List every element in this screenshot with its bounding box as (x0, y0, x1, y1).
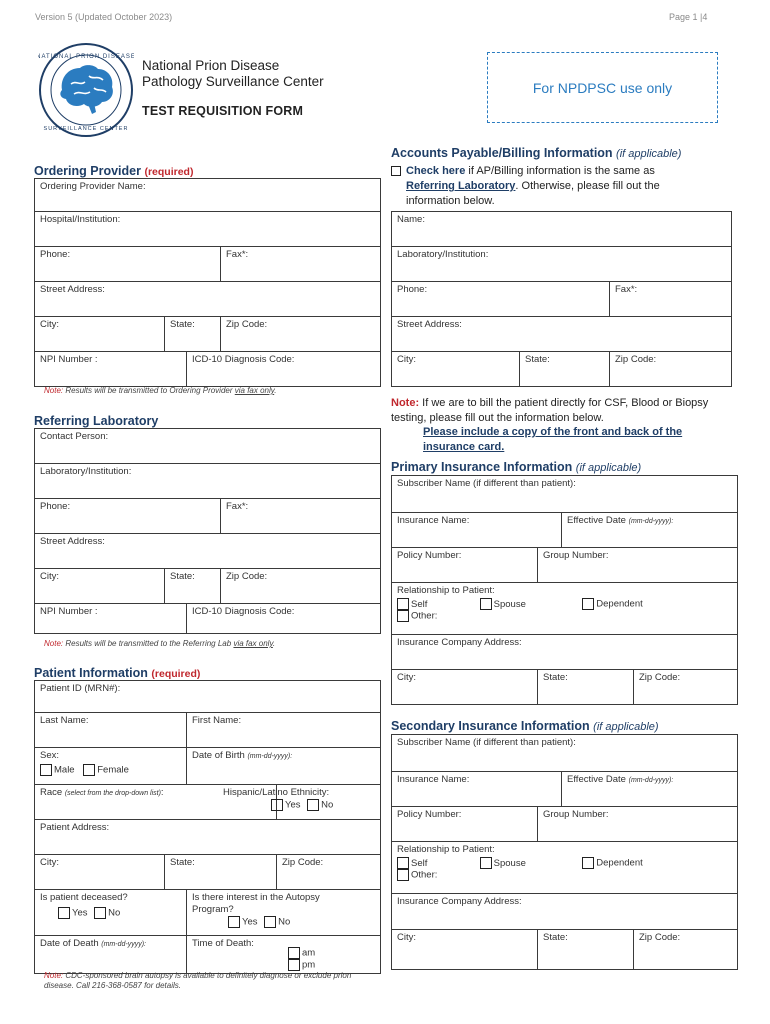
patient-dob-field[interactable] (187, 748, 381, 785)
eff-format: (mm-dd-yyyy): (628, 777, 674, 784)
ordering-provider-heading (34, 164, 193, 178)
autopsy-yes-label: Yes (242, 916, 258, 928)
primary-dependent-checkbox[interactable] (582, 598, 594, 610)
female-checkbox[interactable] (83, 764, 95, 776)
hispanic-no-label: No (321, 799, 334, 811)
autopsy-yes-checkbox[interactable] (228, 916, 240, 928)
other-label: Other: (411, 869, 438, 881)
patient-city-field[interactable]: City: (35, 855, 165, 890)
required-tag: (required) (151, 668, 201, 680)
autopsy-no-checkbox[interactable] (264, 916, 276, 928)
autopsy-label: Is there interest in the Autopsy Program? (192, 892, 320, 915)
am-label: am (302, 947, 316, 959)
dob-label: Date of Birth (192, 750, 245, 761)
section-title: Ordering Provider (34, 164, 141, 178)
deceased-yes-label: Yes (72, 907, 88, 919)
eff-label: Effective Date (567, 774, 626, 785)
lab-state-field[interactable]: State: (165, 569, 221, 604)
npdpsc-logo (38, 42, 134, 138)
lab-phone-field[interactable]: Phone: (35, 499, 221, 534)
note-prefix: Note: (44, 386, 64, 395)
race-label: Race (40, 787, 63, 798)
note-text: CDC-sponsored brain autopsy is available to definitely diagnose or exclude prion disease. Call 216-368-0587 for details. (44, 971, 352, 990)
note-link: via fax only (234, 386, 275, 395)
section-title: Accounts Payable/Billing Information (391, 146, 613, 160)
patient-first-name-field[interactable]: First Name: (187, 713, 381, 748)
check-bold: Check here (406, 165, 466, 177)
svg-text:SURVEILLANCE CENTER: SURVEILLANCE CENTER (43, 126, 129, 132)
primary-group-field[interactable]: Group Number: (538, 548, 738, 583)
referring-lab-heading: Referring Laboratory (34, 414, 159, 428)
billing-same-checkbox[interactable] (391, 166, 401, 176)
spouse-label: Spouse (493, 598, 526, 610)
self-label: Self (411, 598, 428, 610)
provider-city-field[interactable]: City: (35, 317, 165, 352)
eff-format: (mm-dd-yyyy): (628, 518, 674, 525)
ordering-provider-table (34, 178, 381, 387)
spouse-label: Spouse (493, 857, 526, 869)
autopsy-no-label: No (278, 916, 291, 928)
check-end: . Otherwise, please fill out the information below. (406, 180, 660, 207)
lab-zip-field[interactable]: Zip Code: (221, 569, 381, 604)
svg-text:NATIONAL PRION DISEASE: NATIONAL PRION DISEASE (38, 54, 134, 60)
dependent-label: Dependent (596, 857, 643, 869)
patient-zip-field[interactable]: Zip Code: (277, 855, 381, 890)
billing-state-field[interactable]: State: (520, 352, 610, 387)
lab-street-field[interactable]: Street Address: (35, 534, 381, 569)
provider-zip-field[interactable]: Zip Code: (221, 317, 381, 352)
patient-heading (34, 666, 200, 680)
provider-note (44, 386, 276, 395)
provider-state-field[interactable]: State: (165, 317, 221, 352)
primary-spouse-checkbox[interactable] (480, 598, 492, 610)
note-link: via fax only (233, 639, 273, 648)
secondary-other-checkbox[interactable] (397, 869, 409, 881)
note-text: If we are to bill the patient directly for CSF, Blood or Biopsy testing, please fill out the information below. (391, 397, 709, 424)
note-text: Results will be transmitted to Ordering Provider (63, 386, 235, 395)
eff-label: Effective Date (567, 515, 626, 526)
deceased-no-label: No (108, 907, 121, 919)
primary-city-field[interactable]: City: (392, 670, 538, 705)
check-link: Referring Laboratory (406, 180, 516, 192)
secondary-insurance-heading (391, 719, 659, 733)
other-label: Other: (411, 610, 438, 622)
secondary-state-field[interactable]: State: (538, 930, 634, 970)
deceased-yes-checkbox[interactable] (58, 907, 70, 919)
note-bold: Please include a copy of the front and back of the insurance card. (423, 426, 683, 453)
self-label: Self (411, 857, 428, 869)
secondary-eff-date-field[interactable] (562, 772, 738, 807)
deceased-label: Is patient deceased? (40, 892, 128, 903)
section-title: Secondary Insurance Information (391, 719, 590, 733)
lab-contact-field[interactable]: Contact Person: (35, 429, 381, 464)
relationship-label: Relationship to Patient: (397, 585, 495, 596)
pm-checkbox[interactable] (288, 959, 300, 971)
primary-subscriber-field[interactable]: Subscriber Name (if different than patient): (392, 476, 738, 513)
hispanic-label: Hispanic/Latino Ethnicity: (223, 787, 330, 798)
section-title: Patient Information (34, 666, 148, 680)
version-label: Version 5 (Updated October 2023) (35, 12, 173, 22)
secondary-dependent-checkbox[interactable] (582, 857, 594, 869)
office-use-label: For NPDPSC use only (532, 79, 673, 96)
lab-note (44, 639, 275, 648)
optional-tag: (if applicable) (593, 721, 659, 733)
female-label: Female (97, 764, 129, 776)
billing-name-field[interactable]: Name: (392, 212, 732, 247)
lab-institution-field[interactable]: Laboratory/Institution: (35, 464, 381, 499)
office-use-box (487, 52, 718, 123)
billing-city-field[interactable]: City: (392, 352, 520, 387)
secondary-city-field[interactable]: City: (392, 930, 538, 970)
note-prefix: Note: (44, 971, 64, 980)
lab-icd-field[interactable]: ICD-10 Diagnosis Code: (187, 604, 381, 634)
secondary-subscriber-field[interactable]: Subscriber Name (if different than patient): (392, 735, 738, 772)
patient-hispanic-field (223, 785, 381, 820)
billing-note (391, 396, 721, 426)
note-end: . (274, 386, 277, 395)
note-prefix: Note: (391, 397, 420, 409)
optional-tag: (if applicable) (616, 148, 682, 160)
billing-heading (391, 146, 681, 160)
billing-lab-field[interactable]: Laboratory/Institution: (392, 247, 732, 282)
hispanic-no-checkbox[interactable] (307, 799, 319, 811)
sex-label: Sex: (40, 750, 60, 761)
secondary-insurance-table (391, 734, 738, 970)
primary-self-checkbox[interactable] (397, 598, 409, 610)
provider-icd-field[interactable]: ICD-10 Diagnosis Code: (187, 352, 381, 387)
dob-format: (mm-dd-yyyy): (247, 753, 293, 760)
lab-fax-field[interactable]: Fax*: (221, 499, 381, 534)
primary-state-field[interactable]: State: (538, 670, 634, 705)
patient-table (34, 680, 381, 974)
billing-same-check-cont (406, 179, 706, 209)
hispanic-yes-label: Yes (285, 799, 301, 811)
lab-npi-field[interactable]: NPI Number : (35, 604, 187, 634)
deceased-no-checkbox[interactable] (94, 907, 106, 919)
note-prefix: Note: (44, 639, 64, 648)
required-tag: (required) (144, 166, 194, 178)
primary-relationship-field (392, 583, 738, 635)
male-label: Male (54, 764, 75, 776)
provider-fax-field[interactable]: Fax*: (221, 247, 381, 282)
secondary-ins-name-field[interactable]: Insurance Name: (392, 772, 562, 807)
male-checkbox[interactable] (40, 764, 52, 776)
am-checkbox[interactable] (288, 947, 300, 959)
billing-table (391, 211, 732, 387)
secondary-spouse-checkbox[interactable] (480, 857, 492, 869)
hispanic-yes-checkbox[interactable] (271, 799, 283, 811)
billing-note-bold (423, 425, 723, 455)
patient-autopsy-field (187, 890, 381, 936)
provider-name-field[interactable]: Ordering Provider Name: (35, 179, 381, 212)
check-text: if AP/Billing information is the same as (465, 165, 655, 177)
primary-insurance-table (391, 475, 738, 705)
secondary-relationship-field (392, 842, 738, 894)
lab-city-field[interactable]: City: (35, 569, 165, 604)
patient-dod-field[interactable] (35, 936, 187, 974)
primary-policy-field[interactable]: Policy Number: (392, 548, 538, 583)
primary-eff-date-field[interactable] (562, 513, 738, 548)
secondary-group-field[interactable]: Group Number: (538, 807, 738, 842)
primary-insurance-heading (391, 460, 641, 474)
primary-zip-field[interactable]: Zip Code: (634, 670, 738, 705)
provider-street-field[interactable]: Street Address: (35, 282, 381, 317)
primary-other-checkbox[interactable] (397, 610, 409, 622)
race-colon: : (160, 787, 164, 798)
billing-street-field[interactable]: Street Address: (392, 317, 732, 352)
race-hint: (select from the drop-down list) (64, 790, 161, 797)
optional-tag: (if applicable) (575, 462, 642, 474)
note-text: Results will be transmitted to the Referring Lab (63, 639, 234, 648)
secondary-self-checkbox[interactable] (397, 857, 409, 869)
billing-zip-field[interactable]: Zip Code: (610, 352, 732, 387)
patient-last-name-field[interactable]: Last Name: (35, 713, 187, 748)
primary-ins-name-field[interactable]: Insurance Name: (392, 513, 562, 548)
section-title: Primary Insurance Information (391, 460, 573, 474)
referring-lab-table (34, 428, 381, 634)
page-number: Page 1 |4 (669, 12, 708, 22)
provider-hospital-field[interactable]: Hospital/Institution: (35, 212, 381, 247)
billing-phone-field[interactable]: Phone: (392, 282, 610, 317)
note-end: . (272, 639, 276, 648)
pm-label: pm (302, 959, 316, 971)
patient-state-field[interactable]: State: (165, 855, 277, 890)
patient-address-field[interactable]: Patient Address: (35, 820, 381, 855)
secondary-zip-field[interactable]: Zip Code: (634, 930, 738, 970)
dependent-label: Dependent (596, 598, 643, 610)
secondary-address-field[interactable]: Insurance Company Address: (392, 894, 738, 930)
secondary-policy-field[interactable]: Policy Number: (392, 807, 538, 842)
billing-fax-field[interactable]: Fax*: (610, 282, 732, 317)
patient-note (44, 971, 364, 991)
dod-format: (mm-dd-yyyy): (101, 941, 146, 948)
org-name-line1: National Prion Disease (142, 58, 280, 73)
patient-sex-field (35, 748, 187, 785)
provider-phone-field[interactable]: Phone: (35, 247, 221, 282)
patient-id-field[interactable]: Patient ID (MRN#): (35, 681, 381, 713)
dod-label: Date of Death (40, 938, 99, 949)
provider-npi-field[interactable]: NPI Number : (35, 352, 187, 387)
relationship-label: Relationship to Patient: (397, 844, 495, 855)
primary-address-field[interactable]: Insurance Company Address: (392, 635, 738, 670)
patient-tod-field (187, 936, 381, 974)
form-title: TEST REQUISITION FORM (142, 104, 304, 118)
tod-label: Time of Death: (192, 938, 254, 949)
org-name-line2: Pathology Surveillance Center (142, 74, 324, 89)
patient-deceased-field (35, 890, 187, 936)
